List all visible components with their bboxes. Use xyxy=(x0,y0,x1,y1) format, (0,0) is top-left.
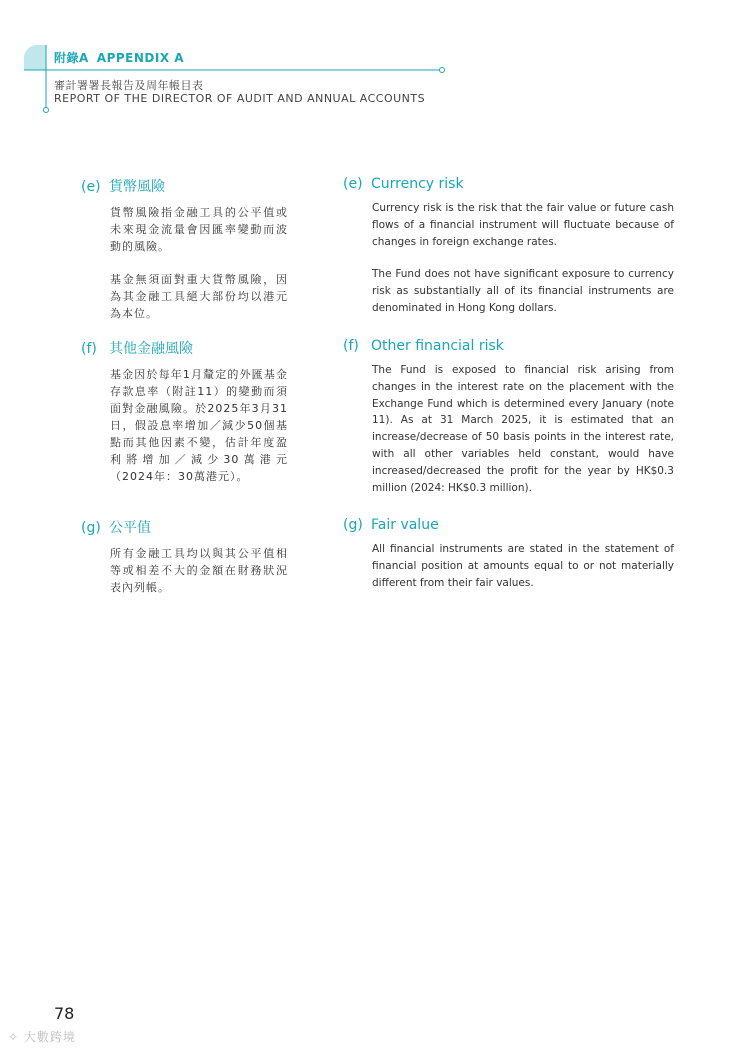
page-number: 78 xyxy=(54,1004,75,1023)
section-e-en-para-1: Currency risk is the risk that the fair value or future cash flows of a financial instrument will fluctuate because of changes in foreign exchange rates. xyxy=(372,202,674,248)
section-f-zh-title: 其他金融風險 xyxy=(109,341,193,357)
section-g-letter: (g) xyxy=(81,520,101,536)
section-f-en-title: Other financial risk xyxy=(371,338,504,354)
section-e-zh xyxy=(81,176,288,322)
section-g-zh-heading xyxy=(81,517,288,537)
section-f-zh-para-1: 基金因於每年1月釐定的外匯基金存款息率（附註11）的變動而須面對金融風險。於2025年3月31日，假設息率增加／減少50個基點而其他因素不變，估計年度盈利將增加／減少30萬港元（2024年：30萬港元）。 xyxy=(110,368,288,483)
watermark xyxy=(8,1028,76,1045)
appendix-label xyxy=(54,49,192,66)
section-e-zh-para-2: 基金無須面對重大貨幣風險，因為其金融工具絕大部份均以港元為本位。 xyxy=(110,273,288,320)
section-g-en-title: Fair value xyxy=(371,517,439,533)
section-e-en-heading xyxy=(343,176,674,192)
section-g-zh xyxy=(81,517,288,596)
appendix-label-zh: 附錄A xyxy=(54,51,89,65)
section-f-en-letter: (f) xyxy=(343,338,359,354)
section-e-zh-para-1: 貨幣風險指金融工具的公平值或未來現金流量會因匯率變動而波動的風險。 xyxy=(110,206,288,253)
section-g-en-para-1: All financial instruments are stated in the statement of financial position at amounts equal to or not materially different from their fair values. xyxy=(372,543,674,589)
appendix-label-en: APPENDIX A xyxy=(96,51,185,65)
section-g-en-heading xyxy=(343,517,674,533)
section-e-en-title: Currency risk xyxy=(371,176,464,192)
section-g-en-letter: (g) xyxy=(343,517,363,533)
section-e-en-letter: (e) xyxy=(343,176,363,192)
section-e-en-para-2: The Fund does not have significant exposure to currency risk as substantially all of its financial instruments are denominated in Hong Kong dollars. xyxy=(372,268,674,314)
section-e-en xyxy=(343,176,674,317)
section-e-zh-title: 貨幣風險 xyxy=(109,179,165,195)
watermark-logo-icon: ✧ xyxy=(8,1030,24,1044)
header-vertical-end-dot xyxy=(44,108,49,113)
section-f-letter: (f) xyxy=(81,341,97,357)
section-f-zh-heading xyxy=(81,338,288,358)
watermark-text: 大數跨境 xyxy=(23,1030,76,1044)
section-e-letter: (e) xyxy=(81,179,101,195)
header-rule-end-dot xyxy=(440,68,445,73)
section-e-zh-heading xyxy=(81,176,288,196)
report-title-zh: 審計署署長報告及周年帳目表 xyxy=(54,79,204,92)
report-title-en: REPORT OF THE DIRECTOR OF AUDIT AND ANNUAL ACCOUNTS xyxy=(54,92,426,105)
header-decoration xyxy=(0,0,744,140)
section-g-zh-para-1: 所有金融工具均以與其公平值相等或相差不大的金額在財務狀況表內列帳。 xyxy=(110,547,288,594)
section-f-zh xyxy=(81,338,288,485)
header-tab-shape xyxy=(24,45,46,70)
section-f-en xyxy=(343,338,674,496)
section-g-en xyxy=(343,517,674,591)
section-g-zh-title: 公平值 xyxy=(109,520,151,536)
section-f-en-para-1: The Fund is exposed to financial risk arising from changes in the interest rate on the placement with the Exchange Fund which is determined every January (note 11). As at 31 March 2025, it is estimated that an increase/decrease of 50 basis points in the interest rate, with all other variables held constant, would have increased/decreased the profit for the year by HK$0.3 million (2024: HK$0.3 million). xyxy=(372,364,674,494)
section-f-en-heading xyxy=(343,338,674,354)
